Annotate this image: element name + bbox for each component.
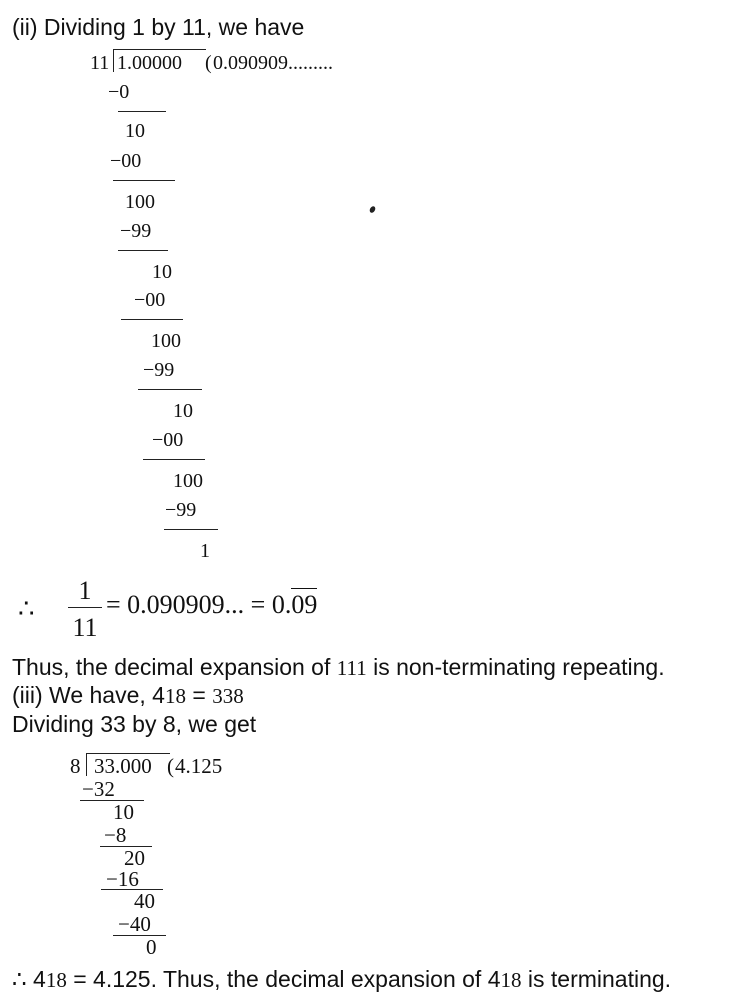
step: 100 <box>151 330 181 352</box>
dividend-overline <box>113 49 206 50</box>
step: −00 <box>110 150 142 172</box>
step: 100 <box>125 191 155 213</box>
step: 0 <box>146 935 157 959</box>
step-rule <box>118 250 168 251</box>
fraction-bar <box>68 607 102 608</box>
quotient-bracket: ( <box>167 754 174 778</box>
step-rule <box>164 529 218 530</box>
step: −32 <box>82 777 115 801</box>
dividend: 33.000 <box>94 754 152 778</box>
step-rule <box>113 180 175 181</box>
step-rule <box>121 319 183 320</box>
fraction-denominator: 11 <box>72 613 98 642</box>
step: −40 <box>118 912 151 936</box>
step: −00 <box>134 289 166 311</box>
step: −99 <box>143 359 175 381</box>
step: 10 <box>152 261 172 283</box>
step: −0 <box>108 81 130 103</box>
step: 10 <box>125 120 145 142</box>
step-rule <box>113 935 166 936</box>
step: 10 <box>173 400 193 422</box>
quotient: 0.090909......... <box>213 52 333 74</box>
part-ii-heading: (ii) Dividing 1 by 11, we have <box>12 14 305 40</box>
fraction-numerator: 1 <box>78 576 92 605</box>
division-bracket <box>113 50 114 72</box>
step: −99 <box>120 220 152 242</box>
scan-speck <box>369 205 377 214</box>
step: 1 <box>200 540 210 562</box>
step-rule <box>80 800 144 801</box>
step: −8 <box>104 823 127 847</box>
step: −99 <box>165 499 197 521</box>
therefore-symbol: ∴ <box>18 594 35 623</box>
step: −00 <box>152 429 184 451</box>
quotient-bracket: ( <box>205 52 212 74</box>
step: −16 <box>106 867 139 891</box>
step-rule <box>118 111 166 112</box>
step-rule <box>138 389 202 390</box>
part-ii-conclusion: Thus, the decimal expansion of 111 is non-terminating repeating. <box>12 654 665 680</box>
step-rule <box>143 459 205 460</box>
step: 10 <box>113 800 134 824</box>
step: 100 <box>173 470 203 492</box>
decimal-expansion: = 0.090909... = 0.09 <box>106 590 318 619</box>
divisor: 11 <box>90 52 110 74</box>
part-iii-dividing: Dividing 33 by 8, we get <box>12 711 257 737</box>
dividend: 1.00000 <box>117 52 182 74</box>
part-iii-statement: (iii) We have, 418 = 338 <box>12 682 244 708</box>
part-iii-conclusion: ∴ 418 = 4.125. Thus, the decimal expansion of 418 is terminating. <box>12 966 672 992</box>
quotient: 4.125 <box>175 754 223 778</box>
division-bracket <box>86 754 87 776</box>
step: 40 <box>134 889 155 913</box>
step: 20 <box>124 846 145 870</box>
repeating-digits: 09 <box>291 590 318 619</box>
divisor: 8 <box>70 754 81 778</box>
